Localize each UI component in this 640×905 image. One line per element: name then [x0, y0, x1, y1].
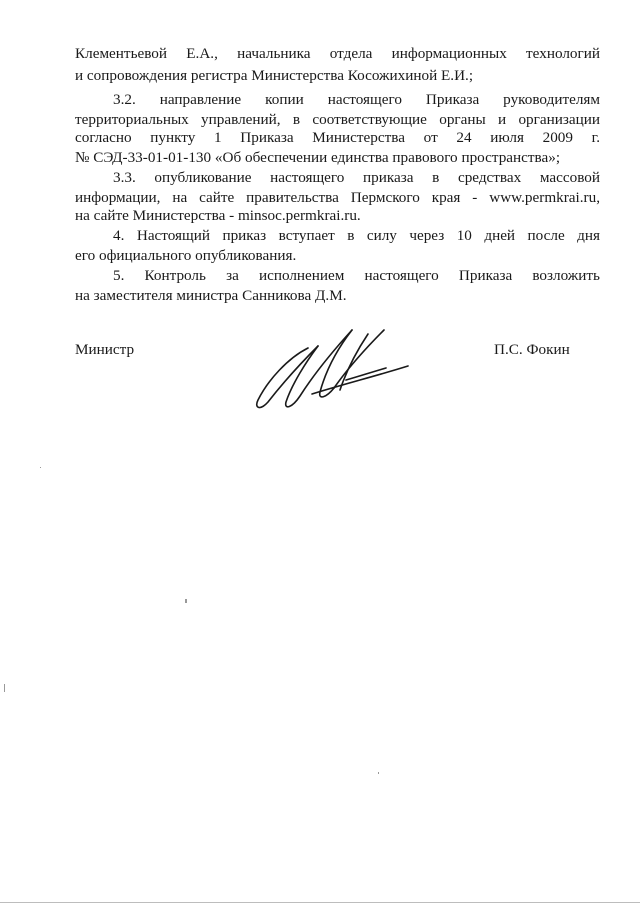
text-line: на сайте Министерства - minsoc.permkrai.ru. [75, 207, 361, 224]
text-line: 3.3. опубликование настоящего приказа в средствах массовой [113, 169, 600, 186]
scan-edge [0, 902, 640, 903]
text-line: 5. Контроль за исполнением настоящего Приказа возложить [113, 267, 600, 284]
text-line: на заместителя министра Санникова Д.М. [75, 287, 347, 304]
text-line: 4. Настоящий приказ вступает в силу через 10 дней после дня [113, 227, 600, 244]
text-line: его официального опубликования. [75, 247, 297, 264]
scan-speck [4, 684, 5, 692]
signatory-name: П.С. Фокин [494, 341, 570, 358]
signatory-title: Министр [75, 341, 135, 358]
scan-speck [185, 599, 187, 603]
text-line: Клементьевой Е.А., начальника отдела информационных технологий [75, 45, 600, 62]
text-line: № СЭД-33-01-01-130 «Об обеспечении единства правового пространства»; [75, 149, 561, 166]
text-line: 3.2. направление копии настоящего Приказа руководителям [113, 91, 600, 108]
text-line: информации, на сайте правительства Пермского края - www.permkrai.ru, [75, 189, 600, 206]
text-line: территориальных управлений, в соответствующие органы и организации [75, 111, 600, 128]
scan-speck [40, 467, 41, 468]
handwritten-signature [248, 318, 418, 418]
text-line: и сопровождения регистра Министерства Косожихиной Е.И.; [75, 67, 474, 84]
text-line: согласно пункту 1 Приказа Министерства от 24 июля 2009 г. [75, 129, 600, 146]
scan-speck [378, 772, 379, 774]
